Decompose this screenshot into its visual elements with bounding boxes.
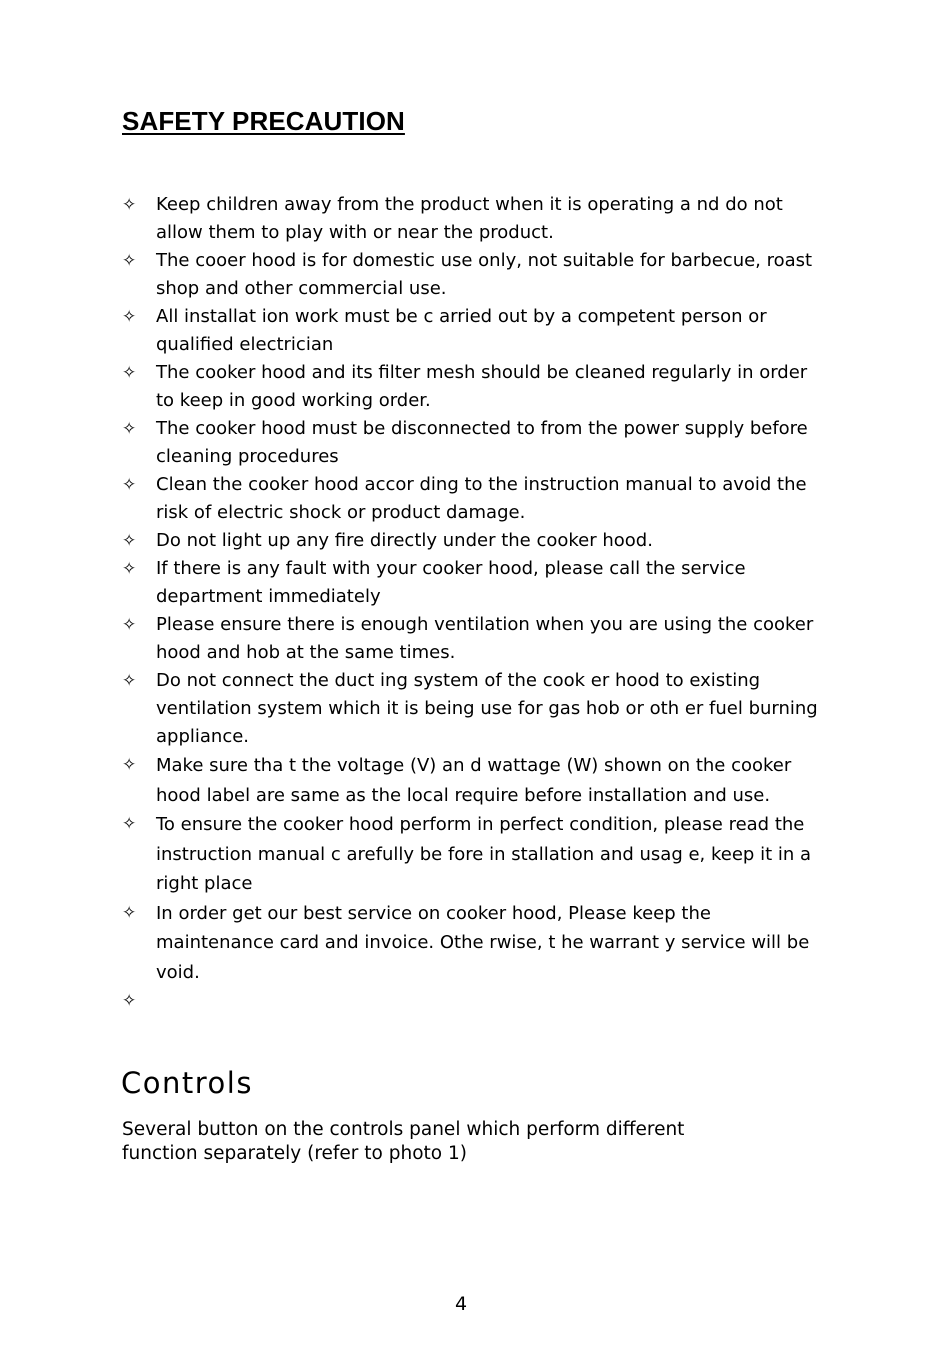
four-pointed-star-outline-icon: ✧ — [122, 755, 137, 775]
list-item — [122, 899, 822, 988]
list-item — [122, 555, 822, 611]
list-item-text: The cooker hood must be disconnected to from the power supply before cleaning procedures — [156, 418, 808, 467]
list-item-text: The cooer hood is for domestic use only, not suitable for barbecue, roast shop and other commercial use. — [156, 250, 813, 299]
list-item-text: Keep children away from the product when it is operating a nd do not allow them to play with or near the product. — [156, 194, 783, 243]
list-item — [122, 751, 822, 810]
four-pointed-star-outline-icon: ✧ — [122, 363, 137, 383]
list-item-text: Do not connect the duct ing system of the cook er hood to existing ventilation system which it is being use for gas hob or oth er fuel burning appliance. — [156, 670, 818, 747]
controls-heading: Controls — [121, 1066, 253, 1100]
list-item — [122, 810, 822, 899]
list-item-text: All installat ion work must be c arried out by a competent person or qualified electrician — [156, 306, 767, 355]
list-item-text: Clean the cooker hood accor ding to the instruction manual to avoid the risk of electric shock or product damage. — [156, 474, 807, 523]
page-number: 4 — [454, 1293, 468, 1315]
list-item — [122, 667, 822, 751]
list-item — [122, 611, 822, 667]
safety-precaution-heading: SAFETY PRECAUTION — [122, 106, 405, 136]
four-pointed-star-outline-icon: ✧ — [122, 531, 137, 551]
list-item — [122, 471, 822, 527]
four-pointed-star-outline-icon: ✧ — [122, 814, 137, 834]
precaution-list — [122, 191, 822, 1015]
list-item — [122, 987, 822, 1015]
four-pointed-star-outline-icon: ✧ — [122, 902, 137, 923]
list-item — [122, 191, 822, 247]
list-item — [122, 303, 822, 359]
list-item-text: In order get our best service on cooker hood, Please keep the maintenance card and invoice. Othe rwise, t he warrant y service will be void. — [156, 902, 810, 983]
list-item — [122, 415, 822, 471]
list-item — [122, 247, 822, 303]
four-pointed-star-outline-icon: ✧ — [122, 671, 137, 691]
list-item-text: Do not light up any fire directly under the cooker hood. — [156, 530, 653, 551]
list-item-text — [156, 987, 822, 1015]
list-item-text: Make sure tha t the voltage (V) an d wattage (W) shown on the cooker hood label are same as the local require before installation and use. — [156, 755, 792, 806]
four-pointed-star-outline-icon: ✧ — [122, 475, 137, 495]
list-item — [122, 527, 822, 555]
list-item-text: The cooker hood and its filter mesh should be cleaned regularly in order to keep in good working order. — [156, 362, 808, 411]
list-item — [122, 359, 822, 415]
four-pointed-star-outline-icon: ✧ — [122, 307, 137, 327]
four-pointed-star-outline-icon: ✧ — [122, 991, 137, 1011]
list-item-text: Please ensure there is enough ventilation when you are using the cooker hood and hob at the same times. — [156, 614, 814, 663]
four-pointed-star-outline-icon: ✧ — [122, 615, 137, 635]
list-item-text: To ensure the cooker hood perform in perfect condition, please read the instruction manual c arefully be fore in stallation and usag e, keep it in a right place — [156, 814, 812, 894]
list-item-text: If there is any fault with your cooker hood, please call the service department immediately — [156, 558, 746, 607]
controls-description: Several button on the controls panel which perform different function separately (refer to photo 1) — [122, 1119, 685, 1164]
four-pointed-star-outline-icon: ✧ — [122, 251, 137, 271]
four-pointed-star-outline-icon: ✧ — [122, 559, 137, 579]
four-pointed-star-outline-icon: ✧ — [122, 419, 137, 439]
four-pointed-star-outline-icon: ✧ — [122, 195, 137, 215]
